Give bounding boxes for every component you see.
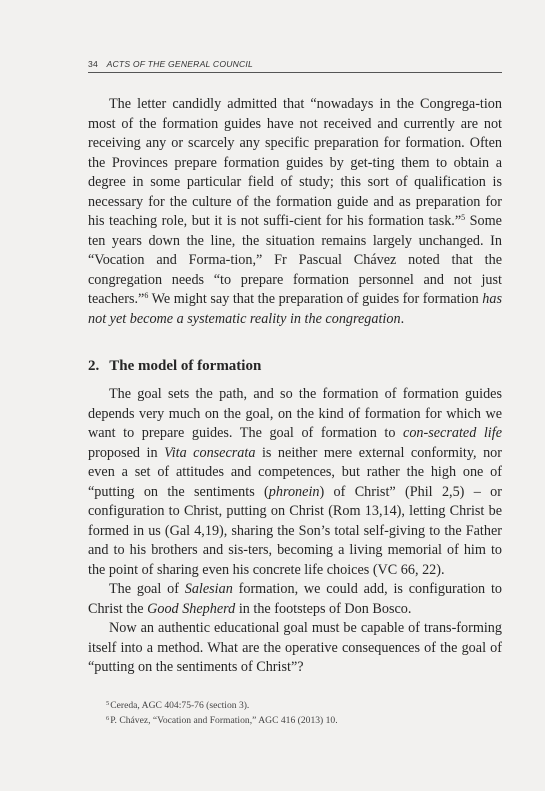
text-run: in the footsteps of Don Bosco. (235, 600, 412, 617)
text-run: . (400, 310, 405, 327)
text-run: The goal of (109, 581, 185, 597)
paragraph-method: Now an authentic educational goal must be capable of trans-forming itself into a method. What are the operative consequences of the goal of “putting on the sentiments of Christ”? (88, 620, 502, 675)
text-run: The goal sets the path, and so the formation of formation guides depends very much on the goal, on the kind of formation for which we want to prepare guides. The goal of formation to (88, 386, 502, 441)
section-heading (88, 357, 502, 375)
emphasis-text: Salesian (184, 581, 233, 597)
emphasis-text: phronein (268, 483, 320, 500)
footnote-6 (106, 712, 502, 727)
footnote-ref-5: 5 (461, 213, 466, 222)
text-run: formation, we could add, is configuration to Christ the (88, 581, 502, 617)
text-run: ) of Christ” (Phil 2,5) – or configuration to Christ, putting on Christ (Rom 13,14), letting Christ be formed in us (Gal 4,19), sharing the Son’s total self-giving to the Father and to his brothers and sis-ters, becoming a living memorial of him to the point of sharing even his concrete life choices (VC 66, 22). (88, 483, 502, 578)
text-run: Some ten years down the line, the situation remains largely unchanged. In “Vocation and Forma-tion,” Fr Pascual Chávez noted that the congregation needs “to prepare formation personnel and not just teachers.” (88, 213, 502, 307)
section-body (88, 385, 502, 678)
text-run: The letter candidly admitted that “nowadays in the Congrega-tion most of the formation guides have not received and currently are not receiving any or scarcely any specific preparation for formation. Often the Provinces prepare formation guides by get-ting them to obtain a degree in some particular field of study; this sort of qualification is necessary for the culture of the formation guide and as preparation for his teaching role, but it is not suffi-cient for his formation task.” (88, 96, 502, 229)
footnotes (106, 697, 502, 727)
running-title: ACTS OF THE GENERAL COUNCIL (106, 59, 253, 69)
footnote-5 (106, 697, 502, 712)
section-number: 2. (88, 358, 100, 374)
emphasis-text: Vita consecrata (164, 444, 256, 461)
header-rule (88, 72, 502, 73)
emphasis-text: has not yet become a systematic reality in the congregation (88, 291, 502, 327)
footnote-text: Cereda, AGC 404:75-76 (section 3). (110, 700, 250, 711)
paragraph-text (88, 95, 502, 329)
paragraph-letter-admission (88, 95, 502, 329)
footnote-ref-6: 6 (144, 291, 149, 300)
footnote-text: P. Chávez, “Vocation and Formation,” AGC 416 (2013) 10. (110, 715, 338, 726)
paragraph-salesian (88, 580, 502, 619)
text-run: is neither mere external conformity, nor even a set of attitudes and competences, but rather the high one of “putting on the sentiments ( (88, 444, 502, 500)
emphasis-text: con-secrated life (403, 425, 502, 441)
emphasis-text: Good Shepherd (147, 600, 236, 617)
running-header (88, 59, 501, 69)
page-number: 34 (88, 59, 98, 69)
paragraph-goal (88, 385, 502, 580)
section-title: The model of formation (109, 358, 262, 374)
text-run: proposed in (88, 444, 165, 461)
footnote-mark: 5 (106, 700, 110, 707)
footnote-mark: 6 (106, 715, 110, 722)
text-run: We might say that the preparation of guides for formation (148, 291, 483, 307)
